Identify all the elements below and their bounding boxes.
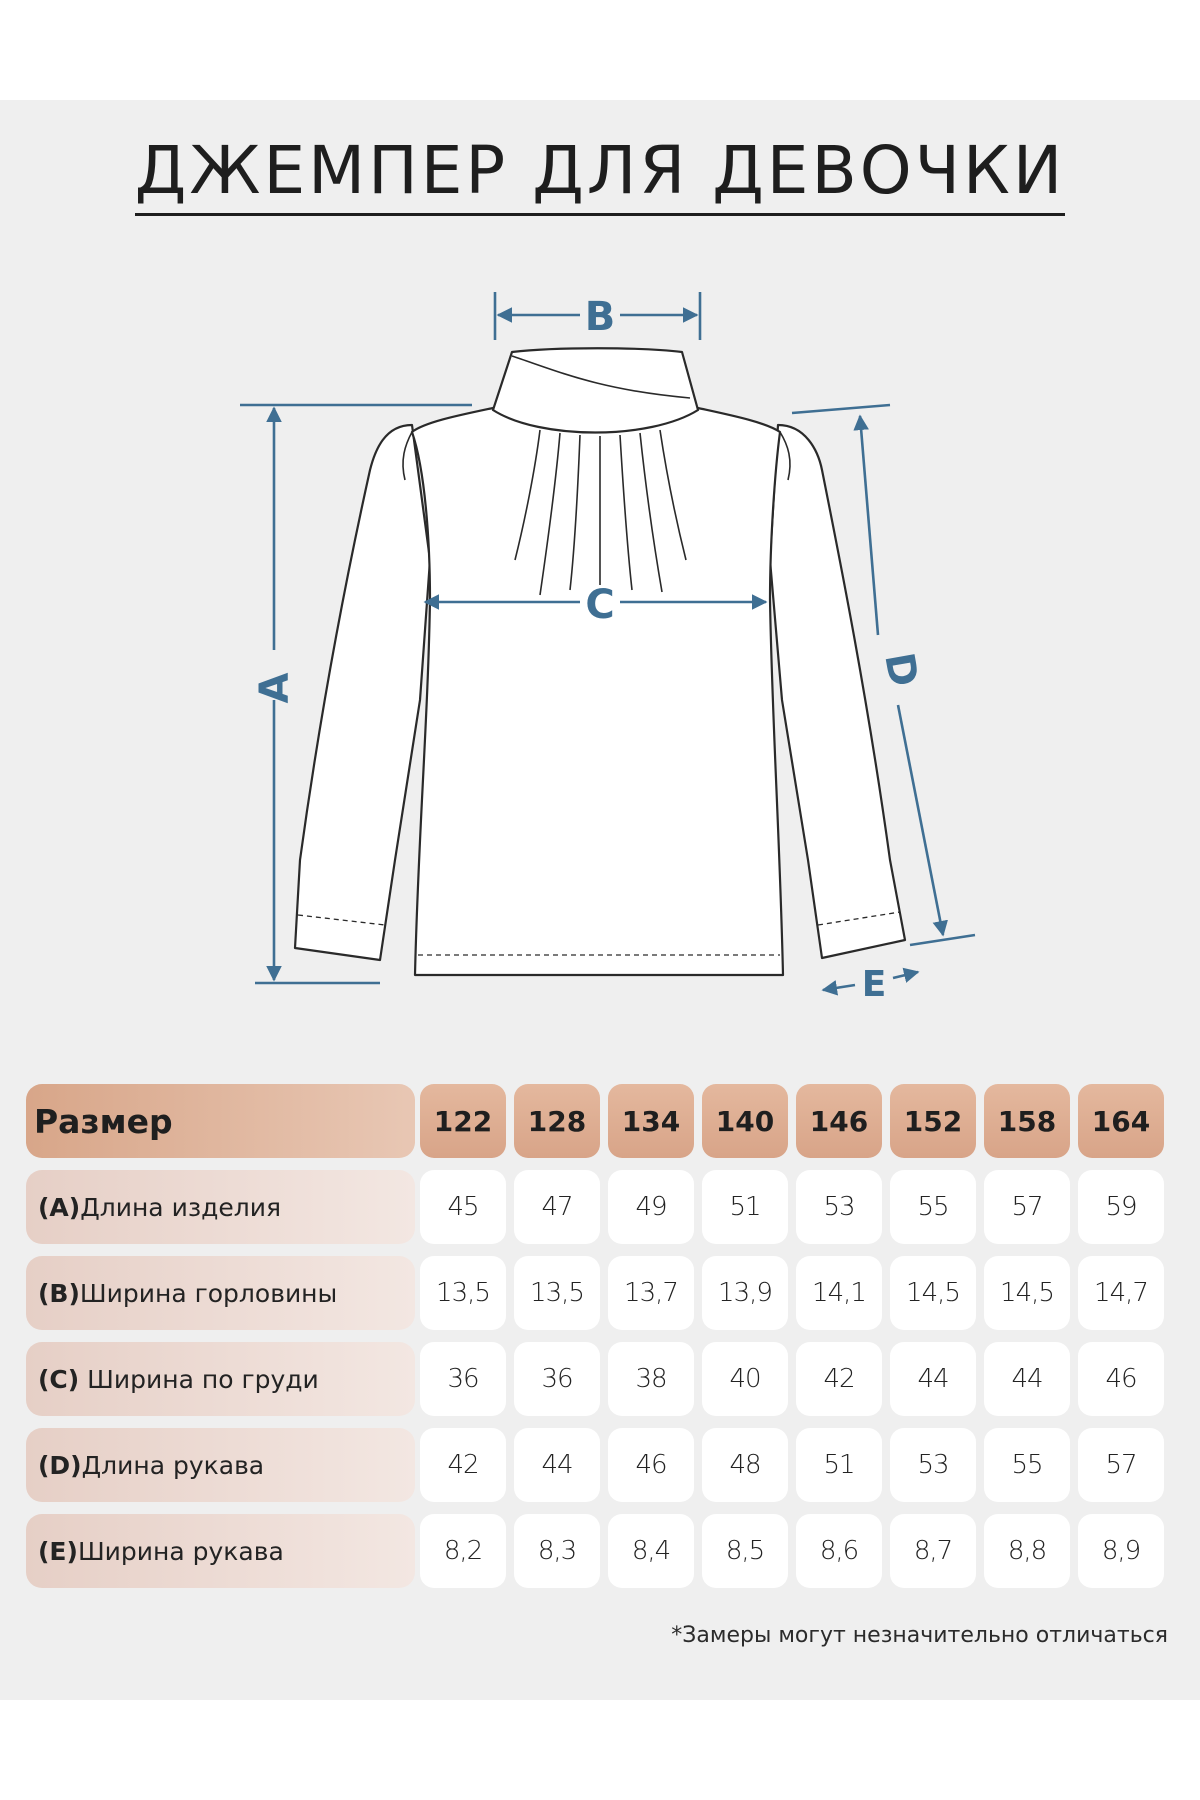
value-cell: 38 — [608, 1342, 694, 1416]
table-row — [26, 1256, 1170, 1330]
value-cell: 47 — [514, 1170, 600, 1244]
table-row — [26, 1170, 1170, 1244]
value-cell: 14,5 — [890, 1256, 976, 1330]
value-cell: 13,5 — [514, 1256, 600, 1330]
table-header-row — [26, 1084, 1170, 1158]
row-label — [26, 1342, 415, 1416]
value-cell: 53 — [796, 1170, 882, 1244]
value-cell: 44 — [514, 1428, 600, 1502]
value-cell: 40 — [702, 1342, 788, 1416]
label-d: D — [875, 649, 927, 691]
size-header-cell: 146 — [796, 1084, 882, 1158]
row-code: (A) — [38, 1192, 81, 1222]
value-cell: 14,5 — [984, 1256, 1070, 1330]
collar — [493, 348, 698, 432]
value-cell: 13,9 — [702, 1256, 788, 1330]
value-cell: 8,5 — [702, 1514, 788, 1588]
value-cell: 36 — [420, 1342, 506, 1416]
value-cell: 42 — [796, 1342, 882, 1416]
value-cell: 49 — [608, 1170, 694, 1244]
value-cell: 51 — [702, 1170, 788, 1244]
d-top-extension — [792, 405, 890, 413]
value-cell: 8,4 — [608, 1514, 694, 1588]
row-label — [26, 1514, 415, 1588]
value-cell: 59 — [1078, 1170, 1164, 1244]
value-cell: 8,9 — [1078, 1514, 1164, 1588]
value-cell: 13,5 — [420, 1256, 506, 1330]
size-header-cell: 128 — [514, 1084, 600, 1158]
e-arrow-right — [893, 972, 918, 978]
right-sleeve — [770, 425, 905, 958]
value-cell: 14,7 — [1078, 1256, 1164, 1330]
row-label — [26, 1256, 415, 1330]
size-header-cell: 134 — [608, 1084, 694, 1158]
e-arrow-left — [823, 985, 855, 990]
size-header-cell: 140 — [702, 1084, 788, 1158]
value-cell: 57 — [1078, 1428, 1164, 1502]
row-name: Длина рукава — [81, 1450, 265, 1480]
row-name: Длина изделия — [80, 1192, 282, 1222]
row-code: (C) — [38, 1364, 80, 1394]
value-cell: 13,7 — [608, 1256, 694, 1330]
value-cell: 57 — [984, 1170, 1070, 1244]
d-arrow-top — [860, 416, 878, 635]
value-cell: 45 — [420, 1170, 506, 1244]
label-e: E — [861, 964, 887, 1005]
page-title — [0, 132, 1200, 209]
table-row — [26, 1342, 1170, 1416]
row-label — [26, 1428, 415, 1502]
garment-diagram — [0, 270, 1200, 1030]
value-cell: 8,7 — [890, 1514, 976, 1588]
row-name: Ширина по груди — [79, 1364, 319, 1394]
value-cell: 8,3 — [514, 1514, 600, 1588]
value-cell: 44 — [984, 1342, 1070, 1416]
d-arrow-bottom — [898, 705, 943, 935]
value-cell: 8,2 — [420, 1514, 506, 1588]
value-cell: 46 — [608, 1428, 694, 1502]
label-a: A — [252, 672, 298, 704]
value-cell: 48 — [702, 1428, 788, 1502]
row-code: (B) — [38, 1278, 80, 1308]
value-cell: 42 — [420, 1428, 506, 1502]
value-cell: 55 — [984, 1428, 1070, 1502]
title-text: ДЖЕМПЕР ДЛЯ ДЕВОЧКИ — [135, 132, 1065, 216]
size-header-label: Размер — [26, 1084, 415, 1158]
table-row — [26, 1514, 1170, 1588]
row-name: Ширина горловины — [79, 1278, 338, 1308]
size-table — [26, 1084, 1170, 1584]
d-bottom-extension — [910, 935, 975, 945]
row-code: (E) — [38, 1536, 78, 1566]
size-header-cell: 158 — [984, 1084, 1070, 1158]
value-cell: 36 — [514, 1342, 600, 1416]
size-header-cell: 122 — [420, 1084, 506, 1158]
label-b: B — [584, 294, 616, 340]
row-name: Ширина рукава — [77, 1536, 284, 1566]
left-sleeve — [295, 425, 430, 960]
value-cell: 8,6 — [796, 1514, 882, 1588]
size-header-cell: 164 — [1078, 1084, 1164, 1158]
table-row — [26, 1428, 1170, 1502]
row-code: (D) — [38, 1450, 82, 1480]
value-cell: 53 — [890, 1428, 976, 1502]
label-c: C — [585, 582, 615, 628]
value-cell: 14,1 — [796, 1256, 882, 1330]
value-cell: 51 — [796, 1428, 882, 1502]
value-cell: 46 — [1078, 1342, 1164, 1416]
value-cell: 55 — [890, 1170, 976, 1244]
disclaimer-footnote: *Замеры могут незначительно отличаться — [671, 1623, 1168, 1648]
value-cell: 44 — [890, 1342, 976, 1416]
row-label — [26, 1170, 415, 1244]
jumper-body — [412, 408, 783, 975]
value-cell: 8,8 — [984, 1514, 1070, 1588]
size-header-cell: 152 — [890, 1084, 976, 1158]
